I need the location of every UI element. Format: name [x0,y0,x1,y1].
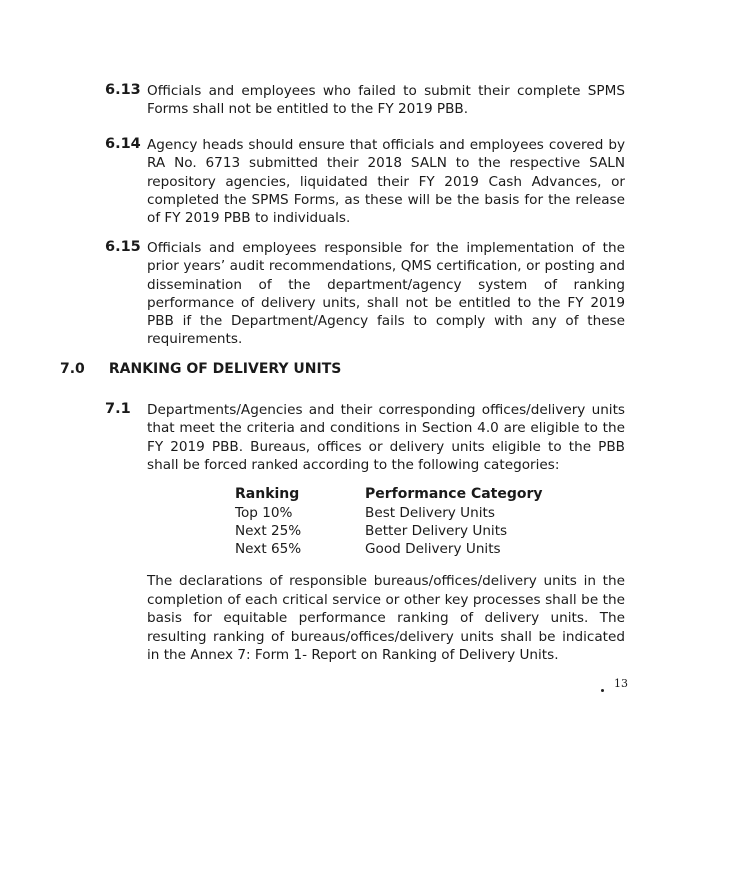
paragraph-number: 6.15 [105,239,141,255]
category-cell: Best Delivery Units [365,505,495,521]
paragraph-text: Agency heads should ensure that officials and employees covered by RA No. 6713 submitted their 2018 SALN to the respective SALN repository agencies, liquidated their FY 2019 Cash Advances, or completed the SPMS Forms, as these will be the basis for the release of FY 2019 PBB to individuals. [147,137,625,227]
ranking-cell: Next 25% [235,523,302,539]
paragraph-6-13 [105,82,625,119]
paragraph-6-15 [105,239,625,349]
paragraph-text: Officials and employees who failed to submit their complete SPMS Forms shall not be entitled to the FY 2019 PBB. [147,83,625,118]
table-row [230,540,565,558]
section-title: RANKING OF DELIVERY UNITS [108,361,342,377]
section-number: 7.0 [60,361,85,377]
closing-paragraph: The declarations of responsible bureaus/offices/delivery units in the completion of each critical service or other key processes shall be the basis for equitable performance ranking of delivery units. The resulting ranking of bureaus/offices/delivery units shall be indicated in the Annex 7: Form 1- Report on Ranking of Delivery Units. [147,573,625,663]
header-ranking: Ranking [235,486,300,502]
header-performance-category: Performance Category [365,486,543,502]
paragraph-number: 6.14 [105,136,141,152]
paragraph-6-14 [105,136,625,227]
section-heading [60,361,341,377]
ranking-cell: Next 65% [235,541,302,557]
ranking-cell: Top 10% [235,505,293,521]
table-header-row [230,484,565,504]
subsection-number: 7.1 [105,401,131,417]
category-cell: Better Delivery Units [365,523,508,539]
page-number: 13 [614,677,628,690]
subsection-text: Departments/Agencies and their corresponding offices/delivery units that meet the criteria and conditions in Section 4.0 are eligible to the FY 2019 PBB. Bureaus, offices or delivery units eligible to the PBB shall be forced ranked according to the following categories: [147,402,625,473]
paragraph-text: Officials and employees responsible for the implementation of the prior years’ audit recommendations, QMS certification, or posting and dissemination of the department/agency system of ranking performance of delivery units, shall not be entitled to the FY 2019 PBB if the Department/Agency fails to comply with any of these requirements. [147,240,625,348]
category-cell: Good Delivery Units [365,541,501,557]
paragraph-number: 6.13 [105,82,141,98]
ranking-table [230,484,565,558]
table-row [230,522,565,540]
page-mark [601,689,604,692]
subsection-7-1 [105,401,625,474]
table-row [230,504,565,522]
